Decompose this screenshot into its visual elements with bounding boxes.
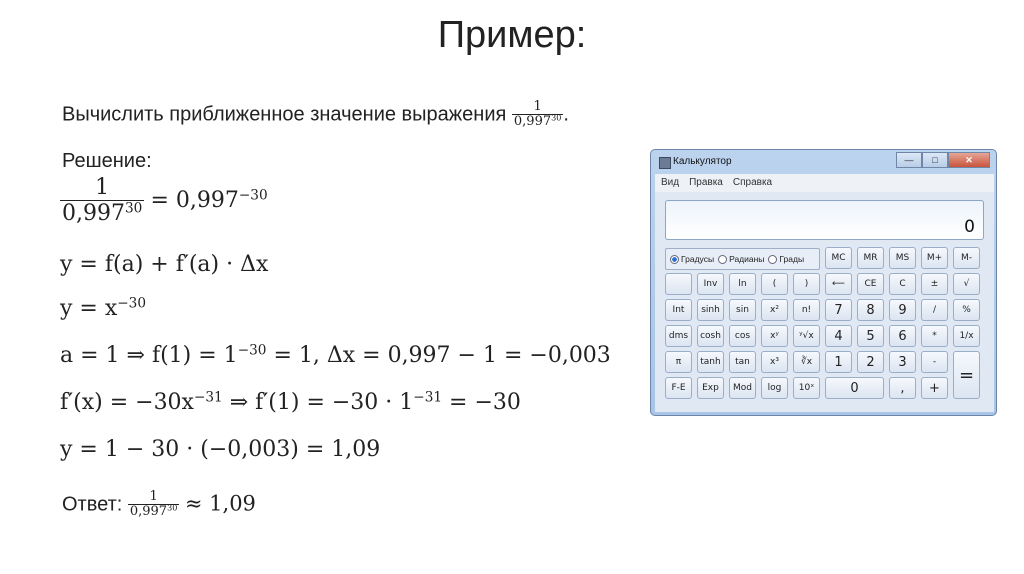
menu-view[interactable]: Вид: [661, 177, 680, 188]
calc-key[interactable]: Int: [665, 299, 692, 321]
calc-key[interactable]: %: [953, 299, 980, 321]
task-fraction-numerator: 1: [533, 99, 542, 114]
calc-key[interactable]: MR: [857, 247, 884, 269]
calc-key[interactable]: cosh: [697, 325, 724, 347]
eq1-denominator: 0,997$^{30}$: [62, 200, 143, 227]
slide-title: Пример:: [437, 14, 587, 56]
calc-key[interactable]: 4: [825, 325, 852, 347]
equation-1: [60, 176, 268, 226]
calc-key[interactable]: C: [889, 273, 916, 295]
calc-key[interactable]: =: [953, 351, 980, 399]
mode-grads[interactable]: Грады: [768, 254, 804, 264]
calc-key[interactable]: ʸ√x: [793, 325, 820, 347]
maximize-button[interactable]: □: [922, 152, 948, 168]
calculator-menubar: [655, 174, 994, 192]
calc-key[interactable]: tan: [729, 351, 756, 373]
task-fraction-denominator: 0,997$^{30}$: [513, 113, 562, 130]
eq1-rhs: = $0,997^{-30}$: [150, 187, 268, 214]
calc-key[interactable]: 1: [825, 351, 852, 373]
calc-key[interactable]: 1/x: [953, 325, 980, 347]
display-value: 0: [964, 217, 975, 237]
menu-edit[interactable]: Правка: [689, 177, 723, 188]
calc-key[interactable]: √: [953, 273, 980, 295]
window-controls: [896, 152, 990, 168]
calc-key[interactable]: sin: [729, 299, 756, 321]
equation-4: a = 1 ⇒ $f(1) = 1^{-30} = 1$, Δx = 0,997 − 1 = −0,003: [60, 342, 611, 368]
calculator-titlebar[interactable]: [651, 150, 996, 174]
calc-key[interactable]: cos: [729, 325, 756, 347]
calc-key[interactable]: M+: [921, 247, 948, 269]
calc-key[interactable]: 10ˣ: [793, 377, 820, 399]
calc-key[interactable]: ⟵: [825, 273, 852, 295]
calc-key[interactable]: 3: [889, 351, 916, 373]
radio-selected-icon: [670, 255, 679, 264]
calc-key[interactable]: +: [921, 377, 948, 399]
calc-key[interactable]: ,: [889, 377, 916, 399]
calc-key[interactable]: ±: [921, 273, 948, 295]
calc-key[interactable]: 5: [857, 325, 884, 347]
eq1-numerator: 1: [95, 175, 110, 200]
equation-3: $y = x^{-30}$: [60, 295, 147, 321]
minimize-button[interactable]: —: [896, 152, 922, 168]
equation-1-fraction: [60, 176, 144, 226]
calculator-app-icon: [659, 157, 671, 169]
calc-key[interactable]: xʸ: [761, 325, 788, 347]
equation-5: $f'(x) = -30x^{-31}$ ⇒ $f'(1) = -30 \cdot 1^{-31} = -30$: [60, 389, 521, 415]
answer-fraction: [128, 490, 179, 520]
calc-key[interactable]: ln: [729, 273, 756, 295]
radio-icon: [718, 255, 727, 264]
calculator-body: [655, 192, 994, 412]
calc-key[interactable]: Exp: [697, 377, 724, 399]
calculator-display: [665, 200, 984, 240]
radio-icon: [768, 255, 777, 264]
calc-key[interactable]: dms: [665, 325, 692, 347]
calc-key[interactable]: ): [793, 273, 820, 295]
menu-help[interactable]: Справка: [732, 177, 773, 188]
angle-mode-group: [665, 248, 820, 270]
calc-key[interactable]: 9: [889, 299, 916, 321]
task-fraction: [512, 100, 563, 130]
mode-degrees[interactable]: Градусы: [670, 254, 714, 264]
calc-key[interactable]: (: [761, 273, 788, 295]
calc-key[interactable]: π: [665, 351, 692, 373]
solution-label: Решение:: [62, 150, 152, 172]
task-text: Вычислить приближенное значение выражения: [62, 103, 507, 126]
calc-key[interactable]: *: [921, 325, 948, 347]
calculator-title: Калькулятор: [673, 156, 732, 167]
answer: [62, 490, 256, 520]
answer-value: ≈ 1,09: [184, 491, 256, 516]
task-statement: [62, 100, 569, 130]
calc-key[interactable]: x³: [761, 351, 788, 373]
calc-key[interactable]: 7: [825, 299, 852, 321]
task-end: .: [563, 103, 569, 126]
calc-key[interactable]: n!: [793, 299, 820, 321]
close-button[interactable]: ✕: [948, 152, 990, 168]
calculator-window: [650, 149, 997, 416]
calc-key[interactable]: MS: [889, 247, 916, 269]
calc-key[interactable]: M-: [953, 247, 980, 269]
equation-2: y = f(a) + f′(a) · Δx: [60, 252, 269, 277]
calc-key[interactable]: Mod: [729, 377, 756, 399]
calc-key[interactable]: sinh: [697, 299, 724, 321]
calc-key[interactable]: x²: [761, 299, 788, 321]
equation-6: y = 1 − 30 · (−0,003) = 1,09: [60, 437, 381, 462]
calc-key[interactable]: tanh: [697, 351, 724, 373]
calc-key[interactable]: [665, 273, 692, 295]
calc-key[interactable]: -: [921, 351, 948, 373]
calc-key[interactable]: CE: [857, 273, 884, 295]
calc-key[interactable]: 6: [889, 325, 916, 347]
calc-key[interactable]: Inv: [697, 273, 724, 295]
answer-label: Ответ:: [62, 493, 123, 516]
answer-denominator: 0,997$^{30}$: [129, 503, 178, 520]
mode-radians[interactable]: Радианы: [718, 254, 764, 264]
calc-key[interactable]: MC: [825, 247, 852, 269]
calc-key[interactable]: /: [921, 299, 948, 321]
calc-key[interactable]: log: [761, 377, 788, 399]
calc-key[interactable]: 8: [857, 299, 884, 321]
calc-key[interactable]: ∛x: [793, 351, 820, 373]
calc-key[interactable]: F-E: [665, 377, 692, 399]
calc-key[interactable]: 2: [857, 351, 884, 373]
answer-numerator: 1: [149, 489, 158, 504]
calc-key[interactable]: 0: [825, 377, 884, 399]
